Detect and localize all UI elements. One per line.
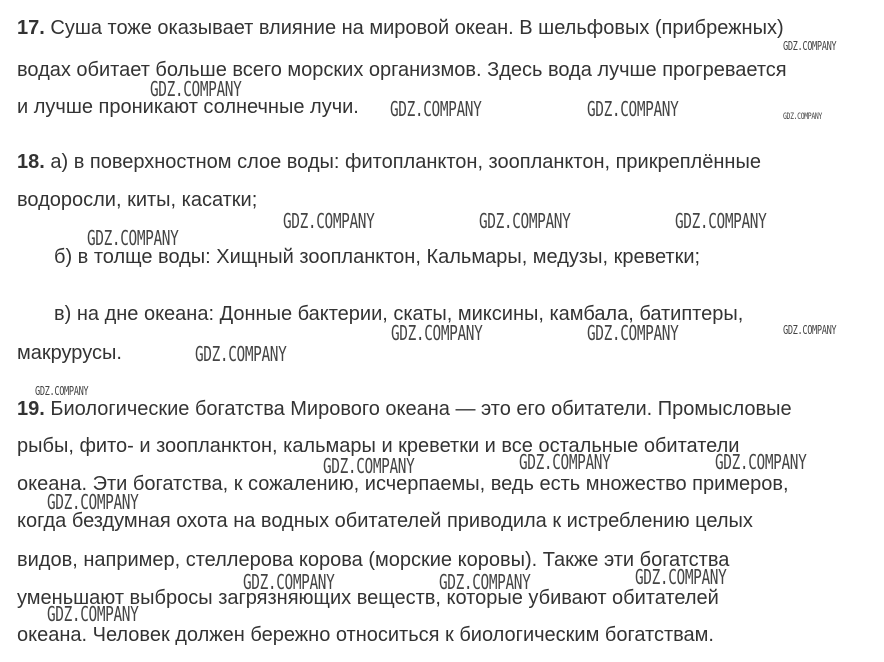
watermark: GDZ.COMPANY — [323, 454, 415, 478]
watermark: GDZ.COMPANY — [479, 209, 571, 233]
answer-17-text: Суша тоже оказывает влияние на мировой океан. В шельфовых (прибрежных) — [44, 17, 784, 39]
watermark: GDZ.COMPANY — [675, 209, 767, 233]
answer-17-line-1 — [17, 16, 784, 40]
watermark: GDZ.COMPANY — [519, 450, 611, 474]
answer-19-number: 19. — [17, 398, 45, 420]
answer-18-number: 18. — [17, 151, 45, 173]
answer-19-line-4: когда бездумная охота на водных обитателей приводила к истреблению целых — [17, 510, 753, 532]
watermark: GDZ.COMPANY — [47, 490, 139, 514]
answer-19-line-7: океана. Человек должен бережно относиться к биологическим богатствам. — [17, 624, 714, 646]
answer-19-line-2: рыбы, фито- и зоопланктон, кальмары и креветки и все остальные обитатели — [17, 435, 740, 457]
watermark: GDZ.COMPANY — [783, 323, 837, 337]
answer-18-line-1 — [17, 150, 761, 174]
watermark: GDZ.COMPANY — [47, 602, 139, 626]
answer-19-line-3: океана. Эти богатства, к сожалению, исчерпаемы, ведь есть множество примеров, — [17, 473, 789, 495]
watermark: GDZ.COMPANY — [391, 321, 483, 345]
watermark: GDZ.COMPANY — [283, 209, 375, 233]
answer-19-text: Биологические богатства Мирового океана — это его обитатели. Промысловые — [44, 398, 792, 420]
answer-19-line-6: уменьшают выбросы загрязняющих веществ, которые убивают обитателей — [17, 587, 719, 609]
watermark: GDZ.COMPANY — [715, 450, 807, 474]
answer-18-line-4: в) на дне океана: Донные бактерии, скаты, миксины, камбала, батиптеры, — [54, 303, 744, 325]
watermark: GDZ.COMPANY — [783, 39, 837, 53]
answer-18-line-2: водоросли, киты, касатки; — [17, 189, 258, 211]
watermark: GDZ.COMPANY — [150, 77, 242, 101]
watermark: GDZ.COMPANY — [87, 226, 179, 250]
watermark: GDZ.COMPANY — [195, 342, 287, 366]
watermark: GDZ.COMPANY — [35, 384, 89, 398]
answer-17-line-2: водах обитает больше всего морских организмов. Здесь вода лучше прогревается — [17, 59, 787, 81]
answer-18-line-3: б) в толще воды: Хищный зоопланктон, Кальмары, медузы, креветки; — [54, 246, 701, 268]
answer-18-text: а) в поверхностном слое воды: фитопланктон, зоопланктон, прикреплённые — [44, 151, 761, 173]
watermark: GDZ.COMPANY — [390, 97, 482, 121]
answer-17-line-3: и лучше проникают солнечные лучи. — [17, 96, 359, 118]
answer-19-line-5: видов, например, стеллерова корова (морские коровы). Также эти богатства — [17, 549, 730, 571]
answer-19-line-1 — [17, 397, 792, 421]
watermark: GDZ.COMPANY — [783, 112, 822, 122]
answer-18-line-5: макрурусы. — [17, 342, 122, 364]
watermark: GDZ.COMPANY — [243, 570, 335, 594]
watermark: GDZ.COMPANY — [635, 565, 727, 589]
watermark: GDZ.COMPANY — [587, 321, 679, 345]
watermark: GDZ.COMPANY — [439, 570, 531, 594]
watermark: GDZ.COMPANY — [587, 97, 679, 121]
answer-17-number: 17. — [17, 17, 45, 39]
